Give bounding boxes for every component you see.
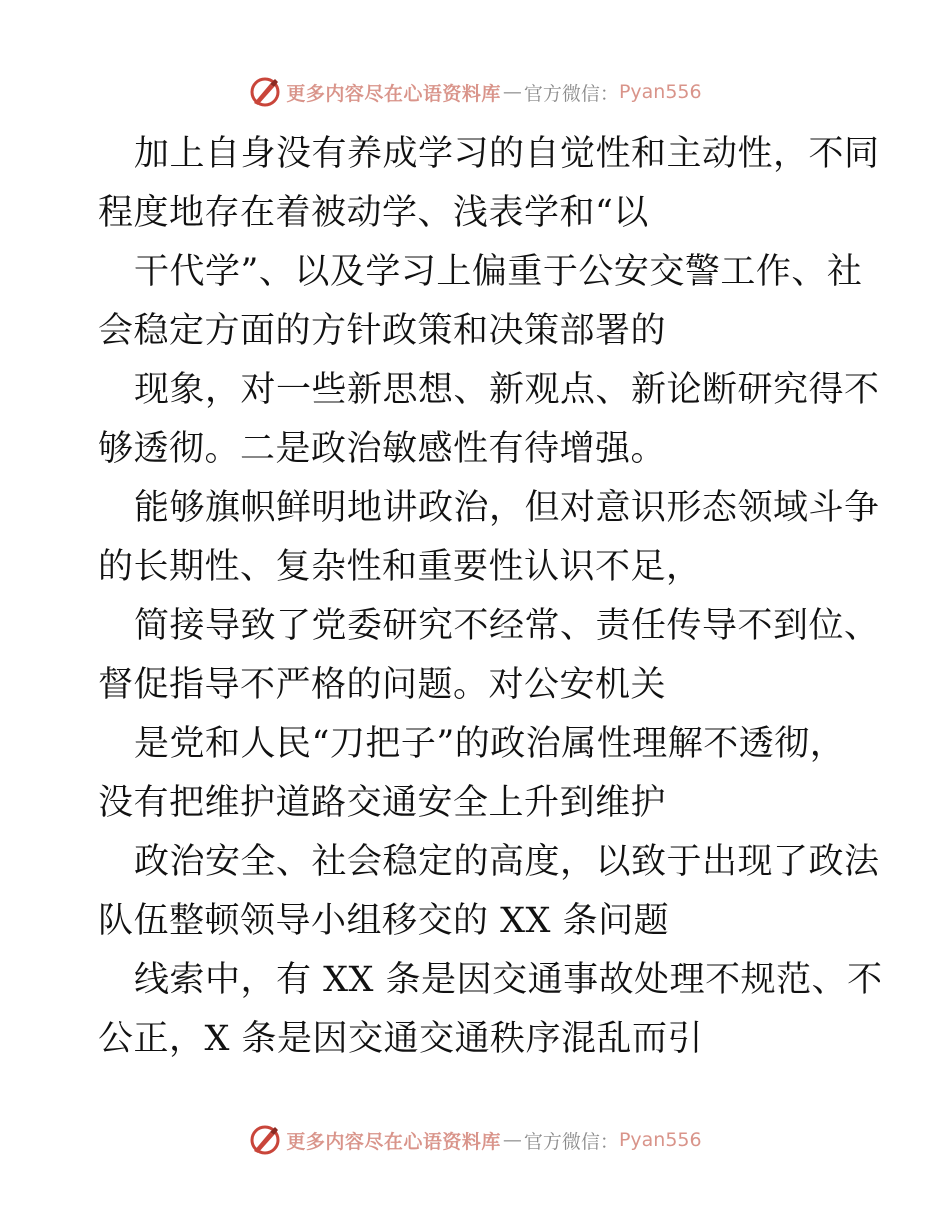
text-line: 会稳定方面的方针政策和决策部署的	[98, 311, 667, 351]
watermark-main-text: 更多内容尽在心语资料库	[286, 1130, 501, 1153]
text-line: 加上自身没有养成学习的自觉性和主动性，不同	[134, 134, 880, 174]
text-line: 是党和人民“刀把子”的政治属性理解不透彻，	[134, 724, 846, 764]
pen-logo-icon	[248, 75, 282, 109]
watermark-id: Pyan556	[618, 81, 702, 103]
watermark-dash: —	[502, 81, 522, 103]
header-watermark	[0, 72, 950, 112]
watermark-main-text: 更多内容尽在心语资料库	[286, 82, 501, 105]
document-body	[98, 125, 883, 1069]
text-line: 简接导致了党委研究不经常、责任传导不到位、	[134, 606, 880, 646]
text-line: 队伍整顿领导小组移交的 XX 条问题	[98, 901, 670, 941]
watermark-label: 官方微信：	[523, 82, 619, 105]
text-line: 够透彻。二是政治敏感性有待增强。	[98, 429, 667, 469]
text-line: 程度地存在着被动学、浅表学和“以	[98, 193, 649, 233]
text-line: 的长期性、复杂性和重要性认识不足，	[98, 547, 702, 587]
watermark-id: Pyan556	[618, 1129, 702, 1151]
text-line: 没有把维护道路交通安全上升到维护	[98, 783, 667, 823]
pen-logo-icon	[248, 1123, 282, 1157]
watermark-label: 官方微信：	[523, 1130, 619, 1153]
text-line: 公正，X 条是因交通交通秩序混乱而引	[98, 1019, 704, 1059]
text-line: 线索中，有 XX 条是因交通事故处理不规范、不	[134, 960, 883, 1000]
text-line: 干代学”、以及学习上偏重于公安交警工作、社	[134, 252, 863, 292]
text-line: 政治安全、社会稳定的高度，以致于出现了政法	[134, 842, 880, 882]
text-line: 现象，对一些新思想、新观点、新论断研究得不	[134, 370, 880, 410]
text-line: 督促指导不严格的问题。对公安机关	[98, 665, 667, 705]
text-line: 能够旗帜鲜明地讲政治，但对意识形态领域斗争	[134, 488, 880, 528]
footer-watermark	[0, 1120, 950, 1160]
watermark-dash: —	[502, 1129, 522, 1151]
